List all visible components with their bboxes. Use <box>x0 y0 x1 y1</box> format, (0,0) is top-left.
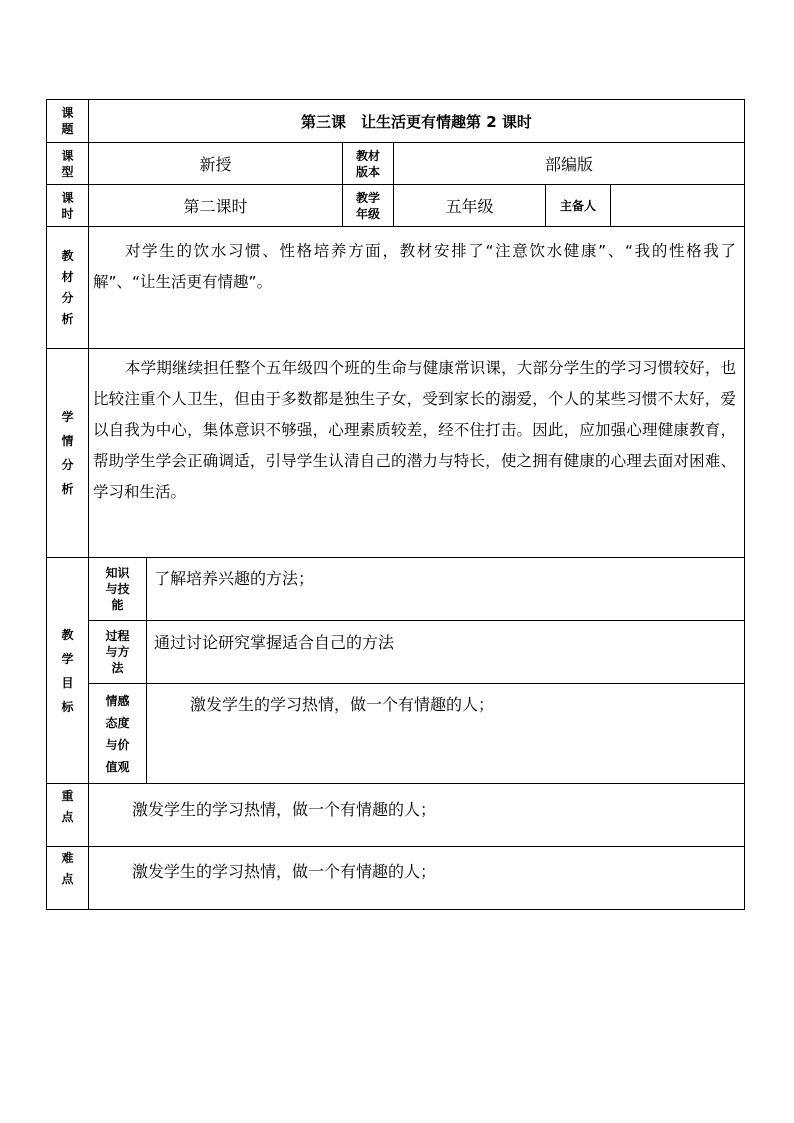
grade-value: 五年级 <box>445 197 494 216</box>
row-divider <box>46 348 745 349</box>
preparer-value <box>611 185 744 226</box>
material-analysis-label: 教 材 分 析 <box>61 248 74 326</box>
period-value: 第二课时 <box>183 197 248 216</box>
knowledge-skills-text: 了解培养兴趣的方法； <box>154 569 315 588</box>
edition-label: 教材 版本 <box>355 148 380 179</box>
objectives-label: 教 学 目 标 <box>61 627 74 714</box>
key-point-text: 激发学生的学习热情，做一个有情趣的人； <box>132 800 437 819</box>
type-value: 新授 <box>199 155 232 174</box>
emotion-values-label: 情感 态度 与价 值观 <box>105 693 130 774</box>
table-border-right <box>744 99 745 910</box>
row-divider <box>89 683 745 684</box>
topic-label: 课 题 <box>61 106 74 136</box>
difficulty-label: 难 点 <box>61 851 74 886</box>
col-divider <box>146 557 147 784</box>
table-border-bottom <box>46 909 745 910</box>
grade-label: 教学 年级 <box>355 190 380 221</box>
student-analysis-label: 学 情 分 析 <box>61 410 74 496</box>
row-divider <box>46 846 745 847</box>
type-label: 课 型 <box>61 148 74 179</box>
knowledge-skills-label: 知识 与技 能 <box>105 566 130 612</box>
row-divider <box>89 620 745 621</box>
key-point-label: 重 点 <box>61 789 74 824</box>
preparer-label: 主备人 <box>559 198 596 213</box>
row-divider <box>46 226 745 227</box>
row-divider <box>46 557 745 558</box>
difficulty-text: 激发学生的学习热情，做一个有情趣的人； <box>132 862 437 881</box>
topic-value: 第三课 让生活更有情趣第 2 课时 <box>301 112 532 131</box>
student-analysis-text: 本学期继续担任整个五年级四个班的生命与健康常识课，大部分学生的学习习惯较好，也比较注重个人卫生，但由于多数都是独生子女，受到家长的溺爱，个人的某些习惯不太好，爱以自我为中心，集体意识不够强，心理素质较差，经不住打击。因此，应加强心理健康教育，帮助学生学会正确调适，引导学生认清自己的潜力与特长，使之拥有健康的心理去面对困难、学习和生活。 <box>93 359 736 501</box>
process-methods-label: 过程 与方 法 <box>105 629 130 675</box>
period-label: 课 时 <box>61 190 74 221</box>
row-divider <box>46 783 745 784</box>
emotion-values-text: 激发学生的学习热情，做一个有情趣的人； <box>190 695 495 714</box>
process-methods-text: 通过讨论研究掌握适合自己的方法 <box>154 633 395 652</box>
edition-value: 部编版 <box>544 155 593 174</box>
material-analysis-text: 对学生的饮水习惯、性格培养方面，教材安排了“注意饮水健康”、“我的性格我了解”、“让生活更有情趣”。 <box>93 242 736 291</box>
